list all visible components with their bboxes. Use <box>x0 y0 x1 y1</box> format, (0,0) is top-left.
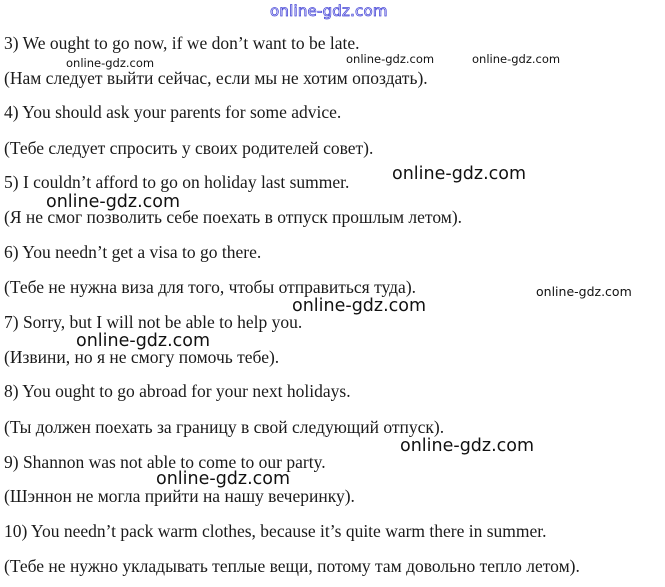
sentence-7-english: 7) Sorry, but I will not be able to help you. <box>4 312 303 332</box>
watermark-medium-right: online-gdz.com <box>536 284 632 299</box>
sentence-3-russian: (Нам следует выйти сейчас, если мы не хотим опоздать). <box>4 68 428 88</box>
sentence-8-english: 8) You ought to go abroad for your next holidays. <box>4 381 351 401</box>
watermark-large-1: online-gdz.com <box>392 164 527 184</box>
sentence-9-russian: (Шэннон не могла прийти на нашу вечеринку). <box>4 486 355 506</box>
watermark-small-2: online-gdz.com <box>346 52 435 66</box>
watermark-small-3: online-gdz.com <box>472 52 561 66</box>
sentence-9-english: 9) Shannon was not able to come to our party. <box>4 452 326 472</box>
watermark-large-2: online-gdz.com <box>46 192 181 212</box>
sentence-10-english: 10) You needn’t pack warm clothes, because it’s quite warm there in summer. <box>4 521 547 541</box>
sentence-5-russian: (Я не смог позволить себе поехать в отпуск прошлым летом). <box>4 207 463 227</box>
watermark-top: online-gdz.com <box>270 2 388 20</box>
sentence-4-russian: (Тебе следует спросить у своих родителей совет). <box>4 138 374 158</box>
watermark-large-3: online-gdz.com <box>292 296 427 316</box>
sentence-8-russian: (Ты должен поехать за границу в свой следующий отпуск). <box>4 417 445 437</box>
sentence-4-english: 4) You should ask your parents for some advice. <box>4 102 342 122</box>
watermark-large-5: online-gdz.com <box>400 436 535 456</box>
sentence-6-english: 6) You needn’t get a visa to go there. <box>4 242 262 262</box>
sentence-7-russian: (Извини, но я не смогу помочь тебе). <box>4 347 280 367</box>
watermark-large-4: online-gdz.com <box>76 331 211 351</box>
sentence-6-russian: (Тебе не нужна виза для того, чтобы отправиться туда). <box>4 277 417 297</box>
sentence-5-english: 5) I couldn’t afford to go on holiday last summer. <box>4 172 350 192</box>
sentence-10-russian: (Тебе не нужно укладывать теплые вещи, потому там довольно тепло летом). <box>4 556 580 576</box>
watermark-large-6: online-gdz.com <box>156 469 291 489</box>
sentence-3-english: 3) We ought to go now, if we don’t want to be late. <box>4 33 360 53</box>
watermark-small-1: online-gdz.com <box>66 56 155 70</box>
